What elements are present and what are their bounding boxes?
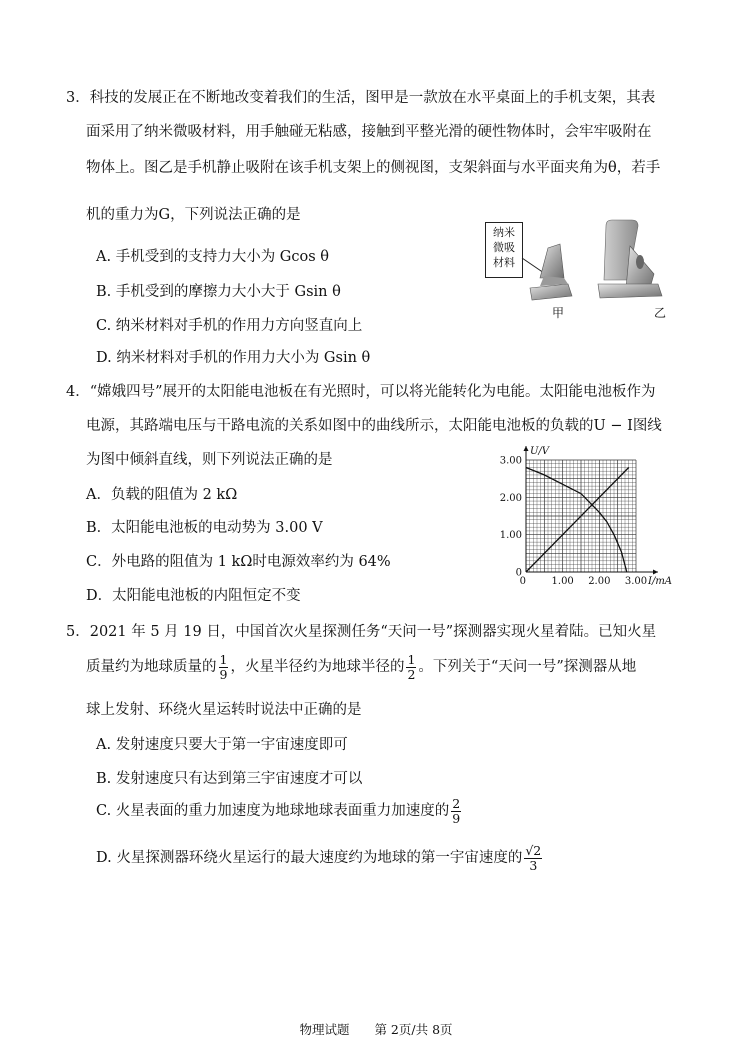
y-tick-label: 3.00 (499, 455, 522, 467)
frac2-num: 1 (407, 652, 416, 668)
figure-caption-jia: 甲 (552, 306, 565, 320)
q4-option-b: B．太阳能电池板的电动势为 3.00 V (86, 520, 323, 536)
q5-text-a: 质量约为地球质量的 (86, 659, 217, 675)
q3-stem-line3: 物体上。图乙是手机静止吸附在该手机支架上的侧视图，支架斜面与水平面夹角为θ，若手 (86, 160, 661, 176)
q4-option-c: C．外电路的阻值为 1 kΩ时电源效率约为 64% (86, 554, 391, 570)
u-i-chart (490, 440, 690, 590)
x-axis-arrow (653, 570, 658, 575)
x-tick-label: 1.00 (551, 576, 574, 587)
x-tick-label: 0 (519, 576, 526, 587)
q5-option-d-text: D. 火星探测器环绕火星运行的最大速度约为地球的第一宇宙速度的 (96, 850, 523, 866)
fraction-radius-ratio (406, 653, 416, 680)
page-footer: 物理试题 第 2页/共 8页 (299, 1022, 453, 1037)
optc-den: 9 (452, 810, 461, 826)
optd-den: 3 (529, 857, 538, 873)
q5-text-b: ，火星半径约为地球半径的 (230, 659, 405, 675)
frac1-num: 1 (219, 652, 228, 668)
label-line-1: 纳米 (493, 226, 515, 239)
q4-stem-line1: 4．“嫦娥四号”展开的太阳能电池板在有光照时，可以将光能转化为电能。太阳能电池板作为 (66, 384, 656, 400)
q4-stem-line2: 电源，其路端电压与干路电流的关系如图中的曲线所示，太阳能电池板的负载的U − I图线 (86, 418, 662, 434)
y-axis-label: U/V (530, 446, 550, 457)
frac2-den: 2 (407, 666, 416, 682)
optd-num: √2 (525, 843, 542, 859)
label-line-3: 材料 (493, 256, 515, 269)
q3-stem-line4: 机的重力为G，下列说法正确的是 (86, 207, 301, 223)
q3-option-d: D. 纳米材料对手机的作用力大小为 Gsin θ (96, 350, 371, 366)
q5-option-c (96, 796, 463, 826)
y-axis-arrow (524, 446, 529, 451)
fraction-gravity (451, 797, 461, 824)
q5-option-d (96, 843, 544, 873)
fraction-velocity (524, 844, 542, 871)
q5-option-b: B. 发射速度只有达到第三宇宙速度才可以 (96, 771, 363, 787)
nano-material-label (485, 222, 523, 278)
q5-stem-line3: 球上发射、环绕火星运转时说法中正确的是 (86, 702, 362, 718)
y-tick-label: 1.00 (499, 530, 522, 542)
x-tick-label: 2.00 (588, 576, 611, 587)
x-axis-label: I/mA (648, 576, 673, 587)
q3-option-b: B. 手机受到的摩擦力大小大于 Gsin θ (96, 284, 341, 300)
frac1-den: 9 (219, 666, 228, 682)
q4-option-d: D．太阳能电池板的内阻恒定不变 (86, 588, 301, 604)
y-tick-label: 2.00 (499, 492, 522, 504)
optc-num: 2 (452, 796, 461, 812)
q4-option-a: A．负载的阻值为 2 kΩ (86, 487, 238, 503)
fraction-mass-ratio (219, 653, 229, 680)
y-tick-label: 0 (515, 567, 522, 579)
chart-axes (524, 446, 659, 575)
q5-option-a: A. 发射速度只要大于第一宇宙速度即可 (96, 737, 348, 753)
label-line-2: 微吸 (493, 241, 515, 254)
q3-option-c: C. 纳米材料对手机的作用力方向竖直向上 (96, 318, 363, 334)
q3-stem-line1: 3．科技的发展正在不断地改变着我们的生活，图甲是一款放在水平桌面上的手机支架，其表 (66, 90, 656, 106)
q5-stem-line2 (86, 652, 636, 682)
q5-text-c: 。下列关于“天问一号”探测器从地 (418, 659, 637, 675)
q3-stem-line2: 面采用了纳米微吸材料，用手触碰无粘感，接触到平整光滑的硬性物体时，会牢牢吸附在 (86, 124, 652, 140)
q5-stem-line1: 5．2021 年 5 月 19 日，中国首次火星探测任务“天问一号”探测器实现火星着陆。已知火星 (66, 624, 657, 640)
figure-caption-yi: 乙 (654, 306, 667, 320)
phone-stand-illustration (520, 218, 700, 308)
q3-option-a: A. 手机受到的支持力大小为 Gcos θ (96, 249, 330, 265)
q5-option-c-text: C. 火星表面的重力加速度为地球地球表面重力加速度的 (96, 803, 450, 819)
q4-stem-line3: 为图中倾斜直线，则下列说法正确的是 (86, 452, 333, 468)
x-tick-label: 3.00 (624, 576, 648, 587)
